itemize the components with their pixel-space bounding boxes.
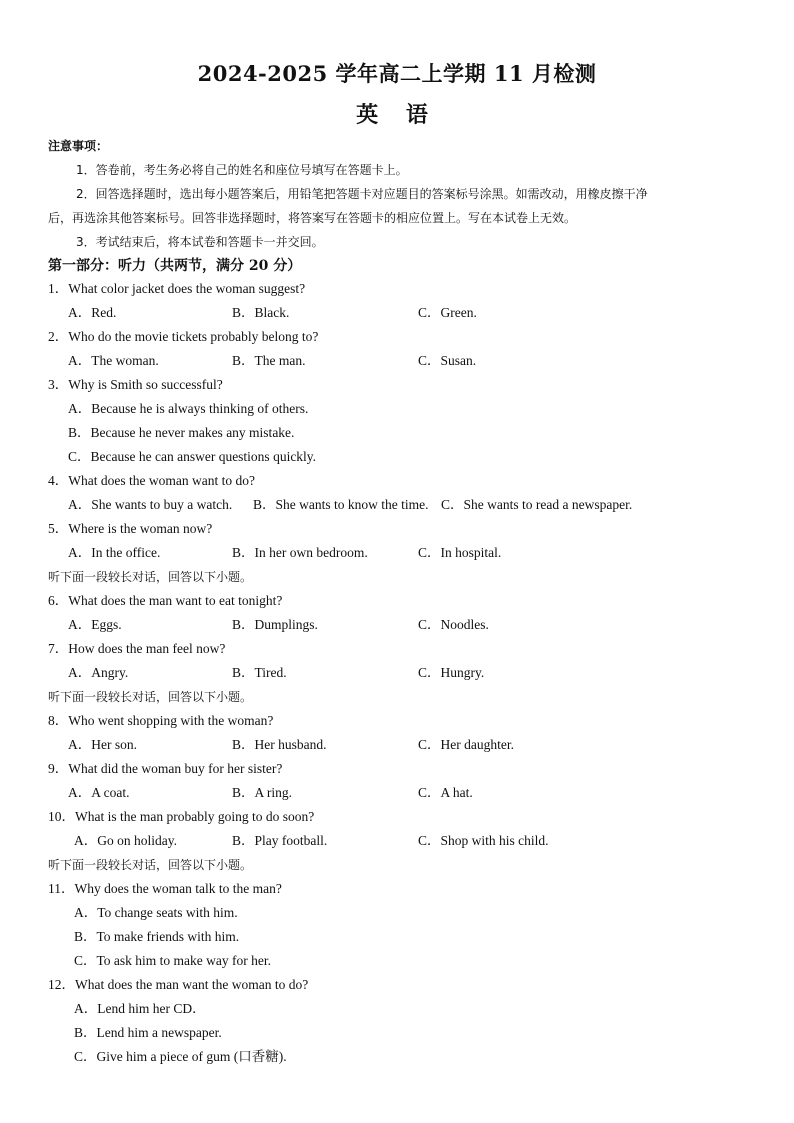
option-b: B．In her own bedroom.: [232, 545, 368, 560]
option-b: B．The man.: [232, 353, 306, 368]
question-text: 6．What does the man want to eat tonight?: [48, 593, 283, 608]
option-b: B．Tired.: [232, 665, 287, 680]
question-text: 12．What does the man want the woman to do?: [48, 977, 309, 992]
question-text: 5．Where is the woman now?: [48, 521, 213, 536]
option-a: A．Her son.: [68, 737, 137, 752]
question-text: 8．Who went shopping with the woman?: [48, 713, 274, 728]
option-c: C．In hospital.: [418, 545, 502, 560]
notice-item: 1．答卷前，考生务必将自己的姓名和座位号填写在答题卡上。: [76, 163, 408, 177]
question-text: 9．What did the woman buy for her sister?: [48, 761, 283, 776]
dialogue-instruction: 听下面一段较长对话，回答以下小题。: [48, 690, 253, 704]
option-b: B．A ring.: [232, 785, 293, 800]
option-b: B．Lend him a newspaper.: [74, 1025, 222, 1040]
option-a: A．Because he is always thinking of others.: [68, 401, 309, 416]
option-c: C．Because he can answer questions quickly.: [68, 449, 317, 464]
question-text: 11．Why does the woman talk to the man?: [48, 881, 282, 896]
option-a: A．She wants to buy a watch.: [68, 497, 233, 512]
notice-item: 3．考试结束后，将本试卷和答题卡一并交回。: [76, 235, 324, 249]
notice-item: 后，再选涂其他答案标号。回答非选择题时，将答案写在答题卡的相应位置上。写在本试卷上无效。: [48, 211, 577, 225]
option-a: A．Lend him her CD．: [74, 1001, 206, 1016]
option-c: C．Hungry.: [418, 665, 485, 680]
question-text: 3．Why is Smith so successful?: [48, 377, 223, 392]
option-a: A．In the office.: [68, 545, 161, 560]
option-b: B．Because he never makes any mistake.: [68, 425, 295, 440]
question-text: 1．What color jacket does the woman suggest?: [48, 281, 306, 296]
option-c: C．To ask him to make way for her.: [74, 953, 272, 968]
option-a: A．Go on holiday.: [74, 833, 177, 848]
option-b: B．To make friends with him.: [74, 929, 240, 944]
question-text: 2．Who do the movie tickets probably belong to?: [48, 329, 319, 344]
exam-title: 2024-2025 学年高二上学期 11 月检测: [197, 61, 597, 86]
option-a: A．Angry.: [68, 665, 129, 680]
notice-item: 2．回答选择题时，选出每小题答案后，用铅笔把答题卡对应题目的答案标号涂黑。如需改动，用橡皮擦干净: [76, 187, 648, 201]
subject-title: 英 语: [356, 102, 438, 128]
dialogue-instruction: 听下面一段较长对话，回答以下小题。: [48, 570, 253, 584]
notice-heading: 注意事项：: [48, 139, 109, 153]
option-c: C．Shop with his child.: [418, 833, 549, 848]
option-a: A．Eggs.: [68, 617, 122, 632]
option-c: C．Noodles.: [418, 617, 489, 632]
question-text: 10．What is the man probably going to do soon?: [48, 809, 315, 824]
section-heading: 第一部分：听力（共两节，满分 20 分）: [48, 258, 302, 274]
option-a: A．A coat.: [68, 785, 130, 800]
option-b: B．She wants to know the time.: [253, 497, 429, 512]
option-b: B．Her husband.: [232, 737, 327, 752]
option-b: B．Dumplings.: [232, 617, 318, 632]
option-a: A．The woman.: [68, 353, 159, 368]
question-text: 7．How does the man feel now?: [48, 641, 226, 656]
option-c: C．A hat.: [418, 785, 473, 800]
option-c: C．Her daughter.: [418, 737, 514, 752]
option-c: C．Susan.: [418, 353, 477, 368]
option-c: C．Give him a piece of gum (口香糖).: [74, 1049, 287, 1064]
option-b: B．Play football.: [232, 833, 328, 848]
option-b: B．Black.: [232, 305, 290, 320]
option-c: C．Green.: [418, 305, 477, 320]
option-c: C．She wants to read a newspaper.: [441, 497, 633, 512]
question-text: 4．What does the woman want to do?: [48, 473, 255, 488]
dialogue-instruction: 听下面一段较长对话，回答以下小题。: [48, 858, 253, 872]
option-a: A．Red.: [68, 305, 117, 320]
option-a: A．To change seats with him.: [74, 905, 238, 920]
